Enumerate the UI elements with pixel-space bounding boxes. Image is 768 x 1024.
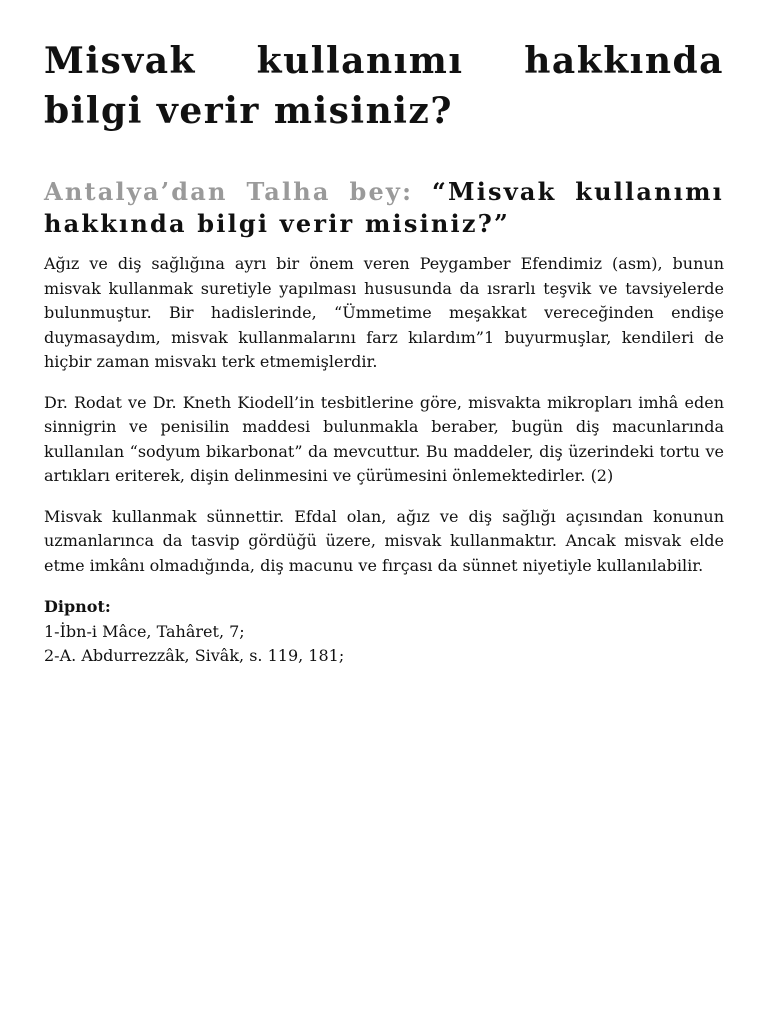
- footnote-item: 1-İbn-i Mâce, Tahâret, 7;: [44, 621, 245, 641]
- footnotes-heading: Dipnot:: [44, 597, 111, 616]
- footnote-item: 2-A. Abdurrezzâk, Sivâk, s. 119, 181;: [44, 646, 345, 665]
- body-paragraph: Ağız ve diş sağlığına ayrı bir önem veren Peygamber Efendimiz (asm), bunun misvak kullanmak suretiyle yapılması hususunda da ısrarlı teşvik ve tavsiyelerde bulunmuştur. Bir hadislerinde, “Ümmetime meşakkat vereceğinden endişe duymasaydım, misvak kullanmalarını farz kılardım”1 buyurmuşlar, kendileri de hiçbir zaman misvakı terk etmemişlerdir.: [44, 254, 724, 371]
- body-paragraph: Misvak kullanmak sünnettir. Efdal olan, ağız ve diş sağlığı açısından konunun uzmanlarınca da tasvip gördüğü üzere, misvak kullanmaktır. Ancak misvak elde etme imkânı olmadığında, diş macunu ve fırçası da sünnet niyetiyle kullanılabilir.: [44, 506, 724, 575]
- article: [44, 36, 724, 669]
- reader-question: [44, 176, 724, 240]
- article-title: Misvak kullanımı hakkında bilgi verir misiniz?: [44, 40, 724, 132]
- question-text: “Misvak kullanımı hakkında bilgi verir misiniz?”: [44, 177, 724, 238]
- question-asker: Antalya’dan Talha bey:: [44, 177, 414, 206]
- body-paragraph: Dr. Rodat ve Dr. Kneth Kiodell’in tesbitlerine göre, misvakta mikropları imhâ eden sinnigrin ve penisilin maddesi bulunmakla beraber, bugün diş macunlarında kullanılan “sodyum bikarbonat” da mevcuttur. Bu maddeler, diş üzerindeki tortu ve artıkları eriterek, dişin delinmesini ve çürümesini önlemektedirler. (2): [44, 392, 724, 485]
- footnotes: [44, 595, 724, 669]
